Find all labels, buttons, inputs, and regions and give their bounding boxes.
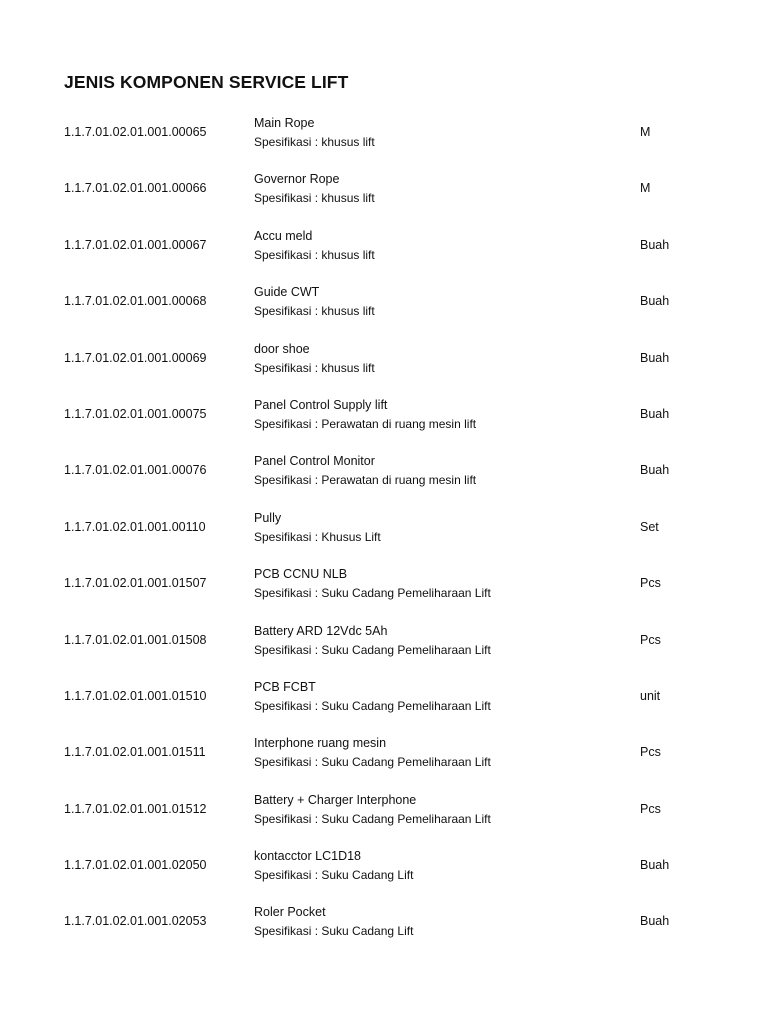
item-name: kontacctor LC1D18: [254, 849, 362, 864]
item-unit: Buah: [640, 463, 670, 478]
item-code: 1.1.7.01.02.01.001.01510: [64, 688, 207, 703]
item-unit: Buah: [640, 914, 670, 929]
item-code: 1.1.7.01.02.01.001.00110: [64, 519, 206, 534]
item-spec: Spesifikasi : khusus lift: [254, 247, 375, 262]
item-name: door shoe: [254, 341, 310, 356]
list-item: [0, 846, 768, 902]
item-spec: Spesifikasi : Suku Cadang Lift: [254, 868, 414, 883]
list-item: [0, 677, 768, 733]
item-name: PCB FCBT: [254, 679, 316, 694]
list-item: [0, 226, 768, 282]
list-item: [0, 339, 768, 395]
item-spec: Spesifikasi : khusus lift: [254, 191, 375, 206]
item-name: Interphone ruang mesin: [254, 736, 387, 751]
list-item: [0, 902, 768, 958]
item-name: Panel Control Monitor: [254, 454, 375, 469]
item-code: 1.1.7.01.02.01.001.01507: [64, 576, 207, 591]
item-name: Panel Control Supply lift: [254, 397, 388, 412]
item-unit: M: [640, 125, 651, 139]
item-spec: Spesifikasi : Suku Cadang Pemeliharaan Lift: [254, 642, 491, 657]
list-item: [0, 564, 768, 620]
item-unit: Set: [640, 519, 659, 534]
item-unit: Buah: [640, 350, 670, 365]
list-item: [0, 282, 768, 338]
item-name: Accu meld: [254, 228, 313, 243]
item-name: Battery + Charger Interphone: [254, 792, 417, 807]
item-unit: Pcs: [640, 801, 661, 816]
item-code: 1.1.7.01.02.01.001.00066: [64, 181, 207, 196]
list-item: [0, 169, 768, 225]
list-item: [0, 621, 768, 677]
item-unit: Pcs: [640, 576, 661, 591]
item-unit: M: [640, 181, 651, 196]
page-title: JENIS KOMPONEN SERVICE LIFT: [64, 72, 349, 92]
item-name: Guide CWT: [254, 285, 320, 300]
item-code: 1.1.7.01.02.01.001.01508: [64, 632, 207, 647]
item-name: Battery ARD 12Vdc 5Ah: [254, 623, 388, 638]
item-spec: Spesifikasi : khusus lift: [254, 360, 375, 375]
item-code: 1.1.7.01.02.01.001.00075: [64, 406, 207, 421]
list-item: [0, 395, 768, 451]
item-code: 1.1.7.01.02.01.001.01511: [64, 745, 206, 760]
item-spec: Spesifikasi : Suku Cadang Lift: [254, 924, 414, 939]
item-unit: Pcs: [640, 632, 661, 647]
list-item: [0, 451, 768, 507]
item-name: Roler Pocket: [254, 905, 326, 920]
item-code: 1.1.7.01.02.01.001.01512: [64, 801, 207, 816]
item-spec: Spesifikasi : Suku Cadang Pemeliharaan Lift: [254, 811, 491, 826]
list-item: [0, 508, 768, 564]
item-unit: unit: [640, 688, 661, 703]
item-spec: Spesifikasi : Suku Cadang Pemeliharaan Lift: [254, 586, 491, 601]
item-code: 1.1.7.01.02.01.001.00069: [64, 350, 207, 365]
item-code: 1.1.7.01.02.01.001.00068: [64, 294, 207, 309]
item-spec: Spesifikasi : khusus lift: [254, 135, 375, 149]
item-spec: Spesifikasi : khusus lift: [254, 304, 375, 319]
item-code: 1.1.7.01.02.01.001.00067: [64, 237, 207, 252]
list-item: [0, 733, 768, 789]
item-unit: Buah: [640, 858, 670, 873]
item-unit: Pcs: [640, 745, 661, 760]
item-name: Pully: [254, 510, 282, 525]
item-code: 1.1.7.01.02.01.001.00076: [64, 463, 207, 478]
item-name: Governor Rope: [254, 172, 340, 187]
item-code: 1.1.7.01.02.01.001.00065: [64, 125, 207, 139]
item-unit: Buah: [640, 294, 670, 309]
item-unit: Buah: [640, 406, 670, 421]
item-name: Main Rope: [254, 116, 315, 130]
item-unit: Buah: [640, 237, 670, 252]
list-item: [0, 113, 768, 169]
item-name: PCB CCNU NLB: [254, 567, 348, 582]
component-list: [0, 113, 768, 959]
list-item: [0, 790, 768, 846]
item-spec: Spesifikasi : Perawatan di ruang mesin lift: [254, 416, 477, 431]
item-code: 1.1.7.01.02.01.001.02050: [64, 858, 207, 873]
item-spec: Spesifikasi : Suku Cadang Pemeliharaan Lift: [254, 698, 491, 713]
item-spec: Spesifikasi : Suku Cadang Pemeliharaan Lift: [254, 755, 491, 770]
item-spec: Spesifikasi : Perawatan di ruang mesin lift: [254, 473, 477, 488]
item-spec: Spesifikasi : Khusus Lift: [254, 529, 381, 544]
item-code: 1.1.7.01.02.01.001.02053: [64, 914, 207, 929]
